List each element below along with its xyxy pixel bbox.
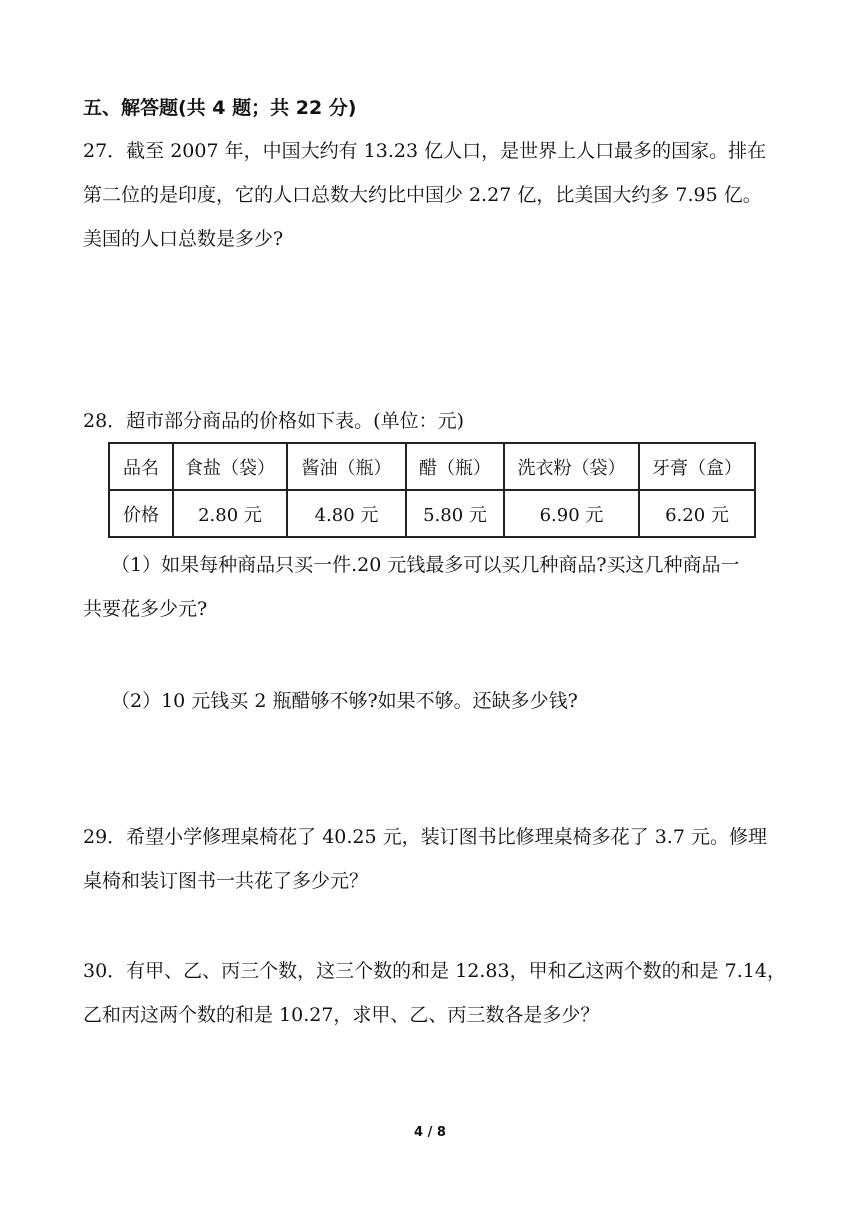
section-heading: 五、解答题(共 4 题；共 22 分) bbox=[83, 97, 357, 119]
question-30-line-2: 乙和丙这两个数的和是 10.27，求甲、乙、丙三数各是多少？ bbox=[83, 1004, 600, 1026]
question-27-line-1: 27．截至 2007 年，中国大约有 13.23 亿人口，是世界上人口最多的国家。排在 bbox=[83, 140, 767, 162]
table-cell-name: 醋（瓶） bbox=[406, 443, 504, 490]
table-price-label: 价格 bbox=[109, 490, 173, 537]
table-cell-price: 6.90 元 bbox=[504, 490, 639, 537]
table-cell-price: 4.80 元 bbox=[287, 490, 406, 537]
table-row-names bbox=[109, 443, 755, 490]
table-cell-price: 6.20 元 bbox=[639, 490, 755, 537]
question-28-intro: 28．超市部分商品的价格如下表。(单位：元) bbox=[83, 410, 465, 432]
question-28-sub1-line-2: 共要花多少元? bbox=[83, 598, 208, 620]
question-30-line-1: 30．有甲、乙、丙三个数，这三个数的和是 12.83，甲和乙这两个数的和是 7.14， bbox=[83, 960, 786, 982]
question-28-sub1-line-1: （1）如果每种商品只买一件.20 元钱最多可以买几种商品?买这几种商品一 bbox=[111, 554, 740, 576]
table-cell-name: 食盐（袋） bbox=[173, 443, 287, 490]
question-27-line-3: 美国的人口总数是多少? bbox=[83, 228, 284, 250]
table-cell-name: 洗衣粉（袋） bbox=[504, 443, 639, 490]
price-table bbox=[108, 442, 756, 538]
table-cell-price: 5.80 元 bbox=[406, 490, 504, 537]
question-27-line-2: 第二位的是印度，它的人口总数大约比中国少 2.27 亿，比美国大约多 7.95 亿。 bbox=[83, 184, 762, 206]
table-cell-name: 牙膏（盒） bbox=[639, 443, 755, 490]
question-28-sub2: （2）10 元钱买 2 瓶醋够不够?如果不够。还缺多少钱? bbox=[111, 690, 578, 712]
table-cell-price: 2.80 元 bbox=[173, 490, 287, 537]
page-number: 4 / 8 bbox=[414, 1125, 446, 1140]
question-29-line-1: 29．希望小学修理桌椅花了 40.25 元，装订图书比修理桌椅多花了 3.7 元。修理 bbox=[83, 826, 767, 848]
table-header-label: 品名 bbox=[109, 443, 173, 490]
question-29-line-2: 桌椅和装订图书一共花了多少元？ bbox=[83, 870, 369, 892]
table-cell-name: 酱油（瓶） bbox=[287, 443, 406, 490]
table-row-prices bbox=[109, 490, 755, 537]
